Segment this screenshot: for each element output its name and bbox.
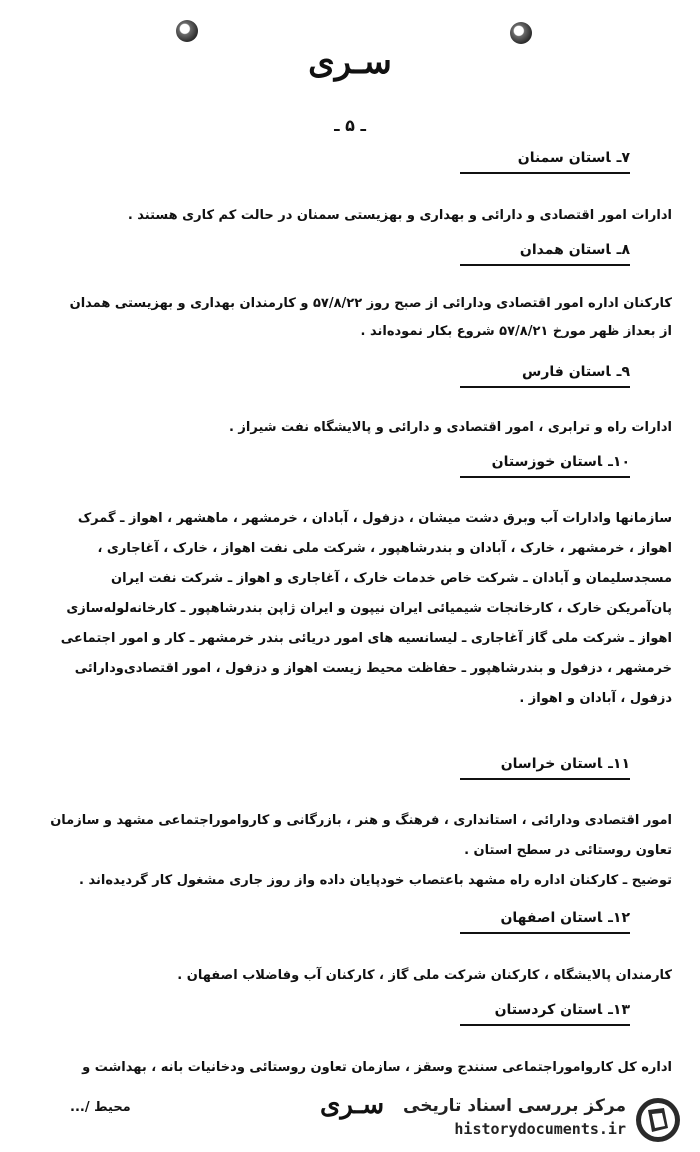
section-paragraph	[34, 962, 672, 990]
classification-stamp-bottom: سـری	[320, 1090, 385, 1120]
punch-hole-icon	[176, 20, 198, 42]
paragraph-line: کارمندان پالایشگاه ، کارکنان شرکت ملی گاز ، کارکنان آب وفاضلاب اصفهان .	[177, 968, 672, 983]
section-heading	[460, 1002, 630, 1026]
paragraph-line: سازمانها وادارات آب وبرق دشت میشان ، دزفول ، آبادان ، خرمشهر ، ماهشهر ، اهواز ـ گمرک	[77, 511, 672, 526]
section-title: استان همدان	[519, 242, 611, 258]
section-number: ۱۳ـ	[608, 1002, 630, 1018]
section-paragraph	[34, 504, 672, 714]
section-heading	[460, 454, 630, 478]
paragraph-line: اداره کل کارو‌امور‌اجتماعی سنندج وسقز ، سازمان تعاون روستائی ودخانیات بانه ، بهداشت و	[82, 1060, 672, 1075]
section-title: استان فارس	[522, 364, 611, 380]
paragraph-line: اهواز ، خرمشهر ، خارک ، آبادان و بندرشاهپور ، شرکت ملی نفت اهواز ، خارک ، آغاجاری ،	[97, 541, 672, 556]
section-title: استان سمنان	[517, 150, 611, 166]
section-title: استان خوزستان	[491, 454, 603, 470]
paragraph-line: دزفول ، آبادان و اهواز .	[519, 691, 672, 706]
watermark-name: مرکز بررسی اسناد تاریخی	[403, 1096, 626, 1116]
section-heading	[460, 910, 630, 934]
paragraph-line: مسجدسلیمان و آبادان ـ شرکت خاص خدمات خارک ، آغاجاری و اهواز ـ شرکت نفت ایران	[110, 571, 672, 586]
paragraph-line: کارکنان اداره امور اقتصادی ودارائی از صبح روز ۵۷/۸/۲۲ و کارمندان بهداری و بهزیستی همدان	[69, 296, 672, 311]
classification-stamp-top: سـری	[308, 42, 392, 82]
section-number: ۷ـ	[616, 150, 630, 166]
section-title: استان خراسان	[500, 756, 603, 772]
paragraph-line: امور اقتصادی ودارائی ، استانداری ، فرهنگ و هنر ، بازرگانی و کارو‌امور‌اجتماعی مشهد و سازمان	[50, 813, 672, 828]
section-paragraph	[34, 290, 672, 346]
section-heading	[460, 756, 630, 780]
section-heading	[460, 364, 630, 388]
paragraph-line: توضیح ـ کارکنان اداره راه مشهد باعتصاب خودپایان داده واز روز جاری مشغول کار گردیده‌اند .	[79, 873, 672, 888]
paragraph-line: ادارات راه و ترابری ، امور اقتصادی و دارائی و پالایشگاه نفت شیراز .	[228, 420, 672, 435]
punch-hole-icon	[510, 22, 532, 44]
section-title: استان اصفهان	[500, 910, 603, 926]
section-heading	[460, 150, 630, 174]
paragraph-line: از بعداز ظهر مورخ ۵۷/۸/۲۱ شروع بکار نموده‌اند .	[360, 324, 672, 339]
page-number: ـ ۵ ـ	[334, 116, 366, 135]
continuation-text: محیط /...	[70, 1100, 131, 1115]
section-paragraph	[34, 202, 672, 230]
section-paragraph	[34, 1054, 672, 1082]
section-number: ۱۰ـ	[608, 454, 630, 470]
watermark-url: historydocuments.ir	[454, 1120, 626, 1138]
paragraph-line: ادارات امور اقتصادی و دارائی و بهداری و بهزیستی سمنان در حالت کم کاری هستند .	[127, 208, 672, 223]
paragraph-line: خرمشهر ، دزفول و بندرشاهپور ـ حفاظت محیط زیست اهواز و دزفول ، امور اقتصادی‌ودارائی	[74, 661, 672, 676]
section-number: ۸ـ	[616, 242, 630, 258]
section-heading	[460, 242, 630, 266]
section-number: ۱۱ـ	[608, 756, 630, 772]
watermark	[388, 1094, 688, 1146]
section-number: ۱۲ـ	[608, 910, 630, 926]
section-title: استان کردستان	[494, 1002, 603, 1018]
paragraph-line: پان‌آمریکن خارک ، کارخانجات شیمیائی ایران نیپون و ایران ژاپن بندرشاهپور ـ کارخانه‌لوله‌سازی	[66, 601, 672, 616]
document-center-logo-icon	[634, 1096, 682, 1144]
section-paragraph	[34, 806, 672, 896]
section-number: ۹ـ	[616, 364, 630, 380]
section-paragraph	[34, 414, 672, 442]
paragraph-line: تعاون روستائی در سطح استان .	[464, 843, 672, 858]
paragraph-line: اهواز ـ شرکت ملی گاز آغاجاری ـ لیسانسیه های امور دریائی بندر خرمشهر ـ کار و امور اجتماعی	[60, 631, 672, 646]
